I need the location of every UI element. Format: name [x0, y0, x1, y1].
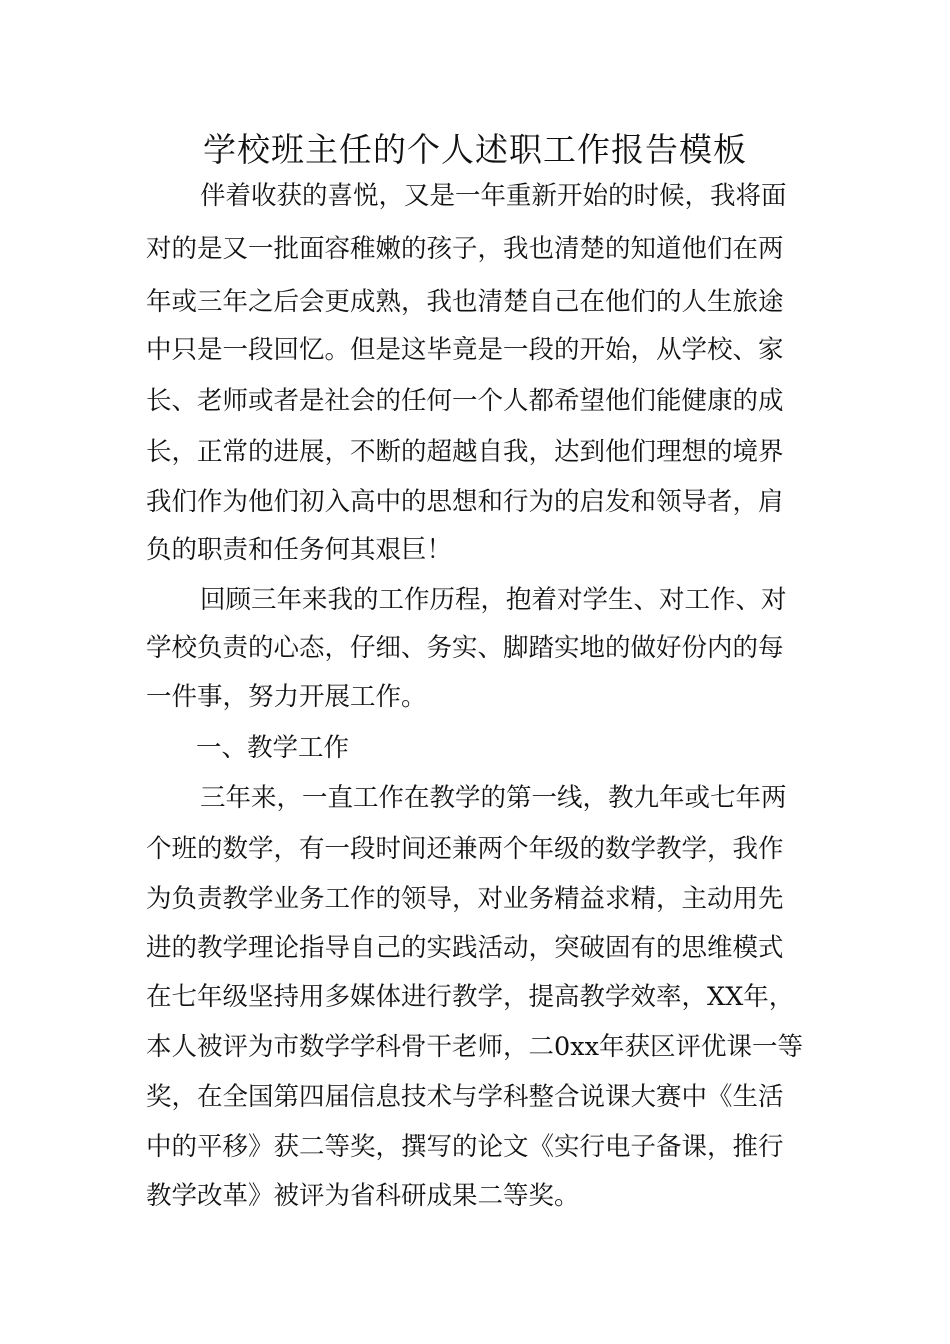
paragraph-line: 在七年级坚持用多媒体进行教学，提高教学效率，XX年， [146, 982, 795, 1012]
paragraph-line: 个班的数学，有一段时间还兼两个年级的数学教学，我作 [146, 834, 784, 864]
paragraph-line: 教学改革》被评为省科研成果二等奖。 [146, 1181, 580, 1211]
paragraph-line: 三年来，一直工作在教学的第一线，教九年或七年两 [200, 783, 787, 813]
section-heading: 一、教学工作 [196, 733, 350, 763]
paragraph-line: 对的是又一批面容稚嫩的孩子，我也清楚的知道他们在两 [146, 234, 784, 264]
paragraph-line: 学校负责的心态，仔细、务实、脚踏实地的做好份内的每 [146, 633, 784, 663]
paragraph-line: 进的教学理论指导自己的实践活动，突破固有的思维模式 [146, 933, 784, 963]
paragraph-line: 奖，在全国第四届信息技术与学科整合说课大赛中《生活 [146, 1082, 784, 1112]
document-title: 学校班主任的个人述职工作报告模板 [203, 130, 747, 169]
paragraph-line: 一件事，努力开展工作。 [146, 682, 427, 712]
paragraph-line: 负的职责和任务何其艰巨！ [146, 535, 453, 565]
paragraph-line: 我们作为他们初入高中的思想和行为的启发和领导者，肩 [146, 487, 784, 517]
paragraph-line: 长，正常的进展，不断的超越自我，达到他们理想的境界 [146, 437, 784, 467]
paragraph-line: 中只是一段回忆。但是这毕竟是一段的开始，从学校、家 [146, 335, 784, 365]
paragraph-line: 回顾三年来我的工作历程，抱着对学生、对工作、对 [200, 585, 787, 615]
paragraph-line: 长、老师或者是社会的任何一个人都希望他们能健康的成 [146, 386, 784, 416]
paragraph-line: 中的平移》获二等奖，撰写的论文《实行电子备课，推行 [146, 1132, 784, 1162]
paragraph-line: 年或三年之后会更成熟，我也清楚自己在他们的人生旅途 [146, 287, 784, 317]
paragraph-line: 本人被评为市数学学科骨干老师，二0xx年获区评优课一等 [146, 1032, 803, 1062]
paragraph-line: 伴着收获的喜悦，又是一年重新开始的时候，我将面 [200, 181, 787, 211]
paragraph-line: 为负责教学业务工作的领导，对业务精益求精，主动用先 [146, 884, 784, 914]
